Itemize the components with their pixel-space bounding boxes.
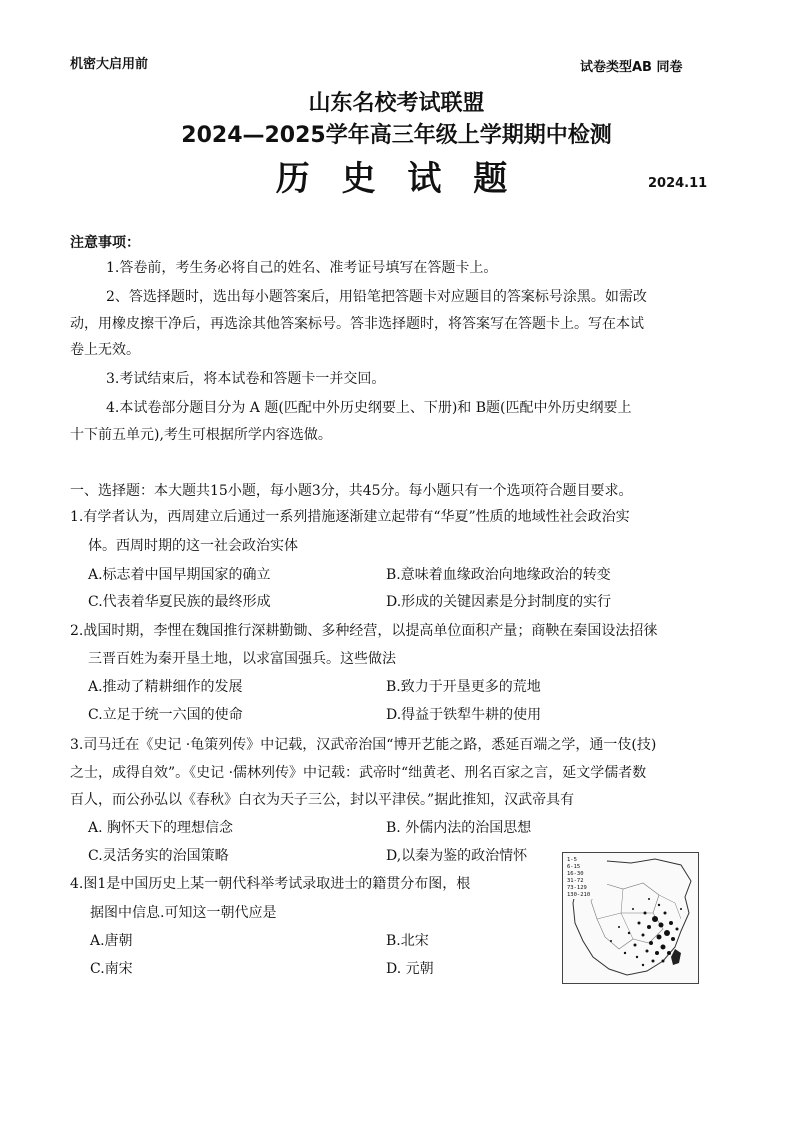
question-4-option-a: A.唐朝 xyxy=(90,933,133,949)
question-3-stem: 3.司马迁在《史记 ·龟策列传》中记载，汉武帝治国“博开艺能之路，悉延百端之学，通一伎(技) xyxy=(70,737,657,753)
question-4-stem: 4.图1是中国历史上某一朝代科举考试录取进士的籍贯分布图，根 xyxy=(70,876,471,892)
legend-entry: 6-15 xyxy=(567,864,581,870)
question-3-option-d: D,以秦为鉴的政治情怀 xyxy=(386,848,528,864)
question-3-option-b: B. 外儒内法的治国思想 xyxy=(386,820,532,836)
question-2-option-a: A.推动了精耕细作的发展 xyxy=(88,679,243,695)
question-2-stem: 2.战国时期，李悝在魏国推行深耕勤锄、多种经营，以提高单位面积产量；商鞅在秦国设法招徕 xyxy=(70,623,658,639)
notice-item: 4.本试卷部分题目分为 A 题(匹配中外历史纲要上、下册)和 B题(匹配中外历史纲要上 xyxy=(106,400,632,416)
legend-entry: 16-30 xyxy=(567,871,584,877)
question-1-option-d: D.形成的关键因素是分封制度的实行 xyxy=(386,594,612,610)
section-heading: 一、选择题：本大题共15小题，每小题3分，共45分。每小题只有一个选项符合题目要求。 xyxy=(70,483,633,499)
exam-date: 2024.11 xyxy=(648,176,708,191)
question-3-stem: 百人，而公孙弘以《春秋》白衣为天子三公，封以平津侯。”据此推知，汉武帝具有 xyxy=(70,792,575,808)
question-2-option-b: B.致力于开垦更多的荒地 xyxy=(386,679,541,695)
subject-title: 历 史 试 题 xyxy=(275,159,518,199)
legend-entry: 1-5 xyxy=(567,857,577,863)
confidential-label: 机密大启用前 xyxy=(70,57,149,72)
exam-org-title: 山东名校考试联盟 xyxy=(308,91,485,116)
notice-item: 十下前五单元),考生可根据所学内容选做。 xyxy=(70,427,332,443)
map-legend xyxy=(567,857,607,899)
paper-type-label: 试卷类型AB 同卷 xyxy=(580,60,683,75)
legend-entry: 31-72 xyxy=(567,878,584,884)
question-4-stem: 据图中信息.可知这一朝代应是 xyxy=(90,905,277,921)
question-1-option-a: A.标志着中国早期国家的确立 xyxy=(88,567,271,583)
question-4-option-b: B.北宋 xyxy=(386,933,429,949)
question-4-option-c: C.南宋 xyxy=(90,961,133,977)
legend-entry: 73-129 xyxy=(567,885,587,891)
notice-item: 3.考试结束后，将本试卷和答题卡一并交回。 xyxy=(106,371,386,387)
jinshi-distribution-map xyxy=(562,852,699,984)
question-1-option-c: C.代表着华夏民族的最终形成 xyxy=(88,594,271,610)
question-2-stem: 三晋百姓为秦开垦土地，以求富国强兵。这些做法 xyxy=(88,651,396,667)
question-2-option-d: D.得益于铁犁牛耕的使用 xyxy=(386,707,542,723)
question-4-option-d: D. 元朝 xyxy=(386,961,434,977)
question-3-option-a: A. 胸怀天下的理想信念 xyxy=(88,820,234,836)
notice-item: 卷上无效。 xyxy=(70,342,140,358)
notice-item: 1.答卷前，考生务必将自己的姓名、准考证号填写在答题卡上。 xyxy=(106,260,498,276)
question-2-option-c: C.立足于统一六国的使命 xyxy=(88,707,243,723)
question-1-stem: 1.有学者认为，西周建立后通过一系列措施逐渐建立起带有“华夏”性质的地域性社会政治实 xyxy=(70,509,630,525)
exam-title: 2024—2025学年高三年级上学期期中检测 xyxy=(181,123,612,148)
question-1-option-b: B.意味着血缘政治向地缘政治的转变 xyxy=(386,567,611,583)
question-3-stem: 之士，成得自效”。《史记 ·儒林列传》中记载：武帝时“绌黄老、刑名百家之言，延文学儒者数 xyxy=(70,765,647,781)
notice-title: 注意事项： xyxy=(70,235,140,251)
notice-item: 动，用橡皮擦干净后，再选涂其他答案标号。答非选择题时，将答案写在答题卡上。写在本试 xyxy=(70,316,644,332)
legend-entry: 130-210 xyxy=(567,892,591,898)
notice-item: 2、答选择题时，选出每小题答案后，用铅笔把答题卡对应题目的答案标号涂黑。如需改 xyxy=(106,289,647,305)
question-3-option-c: C.灵活务实的治国策略 xyxy=(88,848,229,864)
question-1-stem: 体。西周时期的这一社会政治实体 xyxy=(88,538,298,554)
